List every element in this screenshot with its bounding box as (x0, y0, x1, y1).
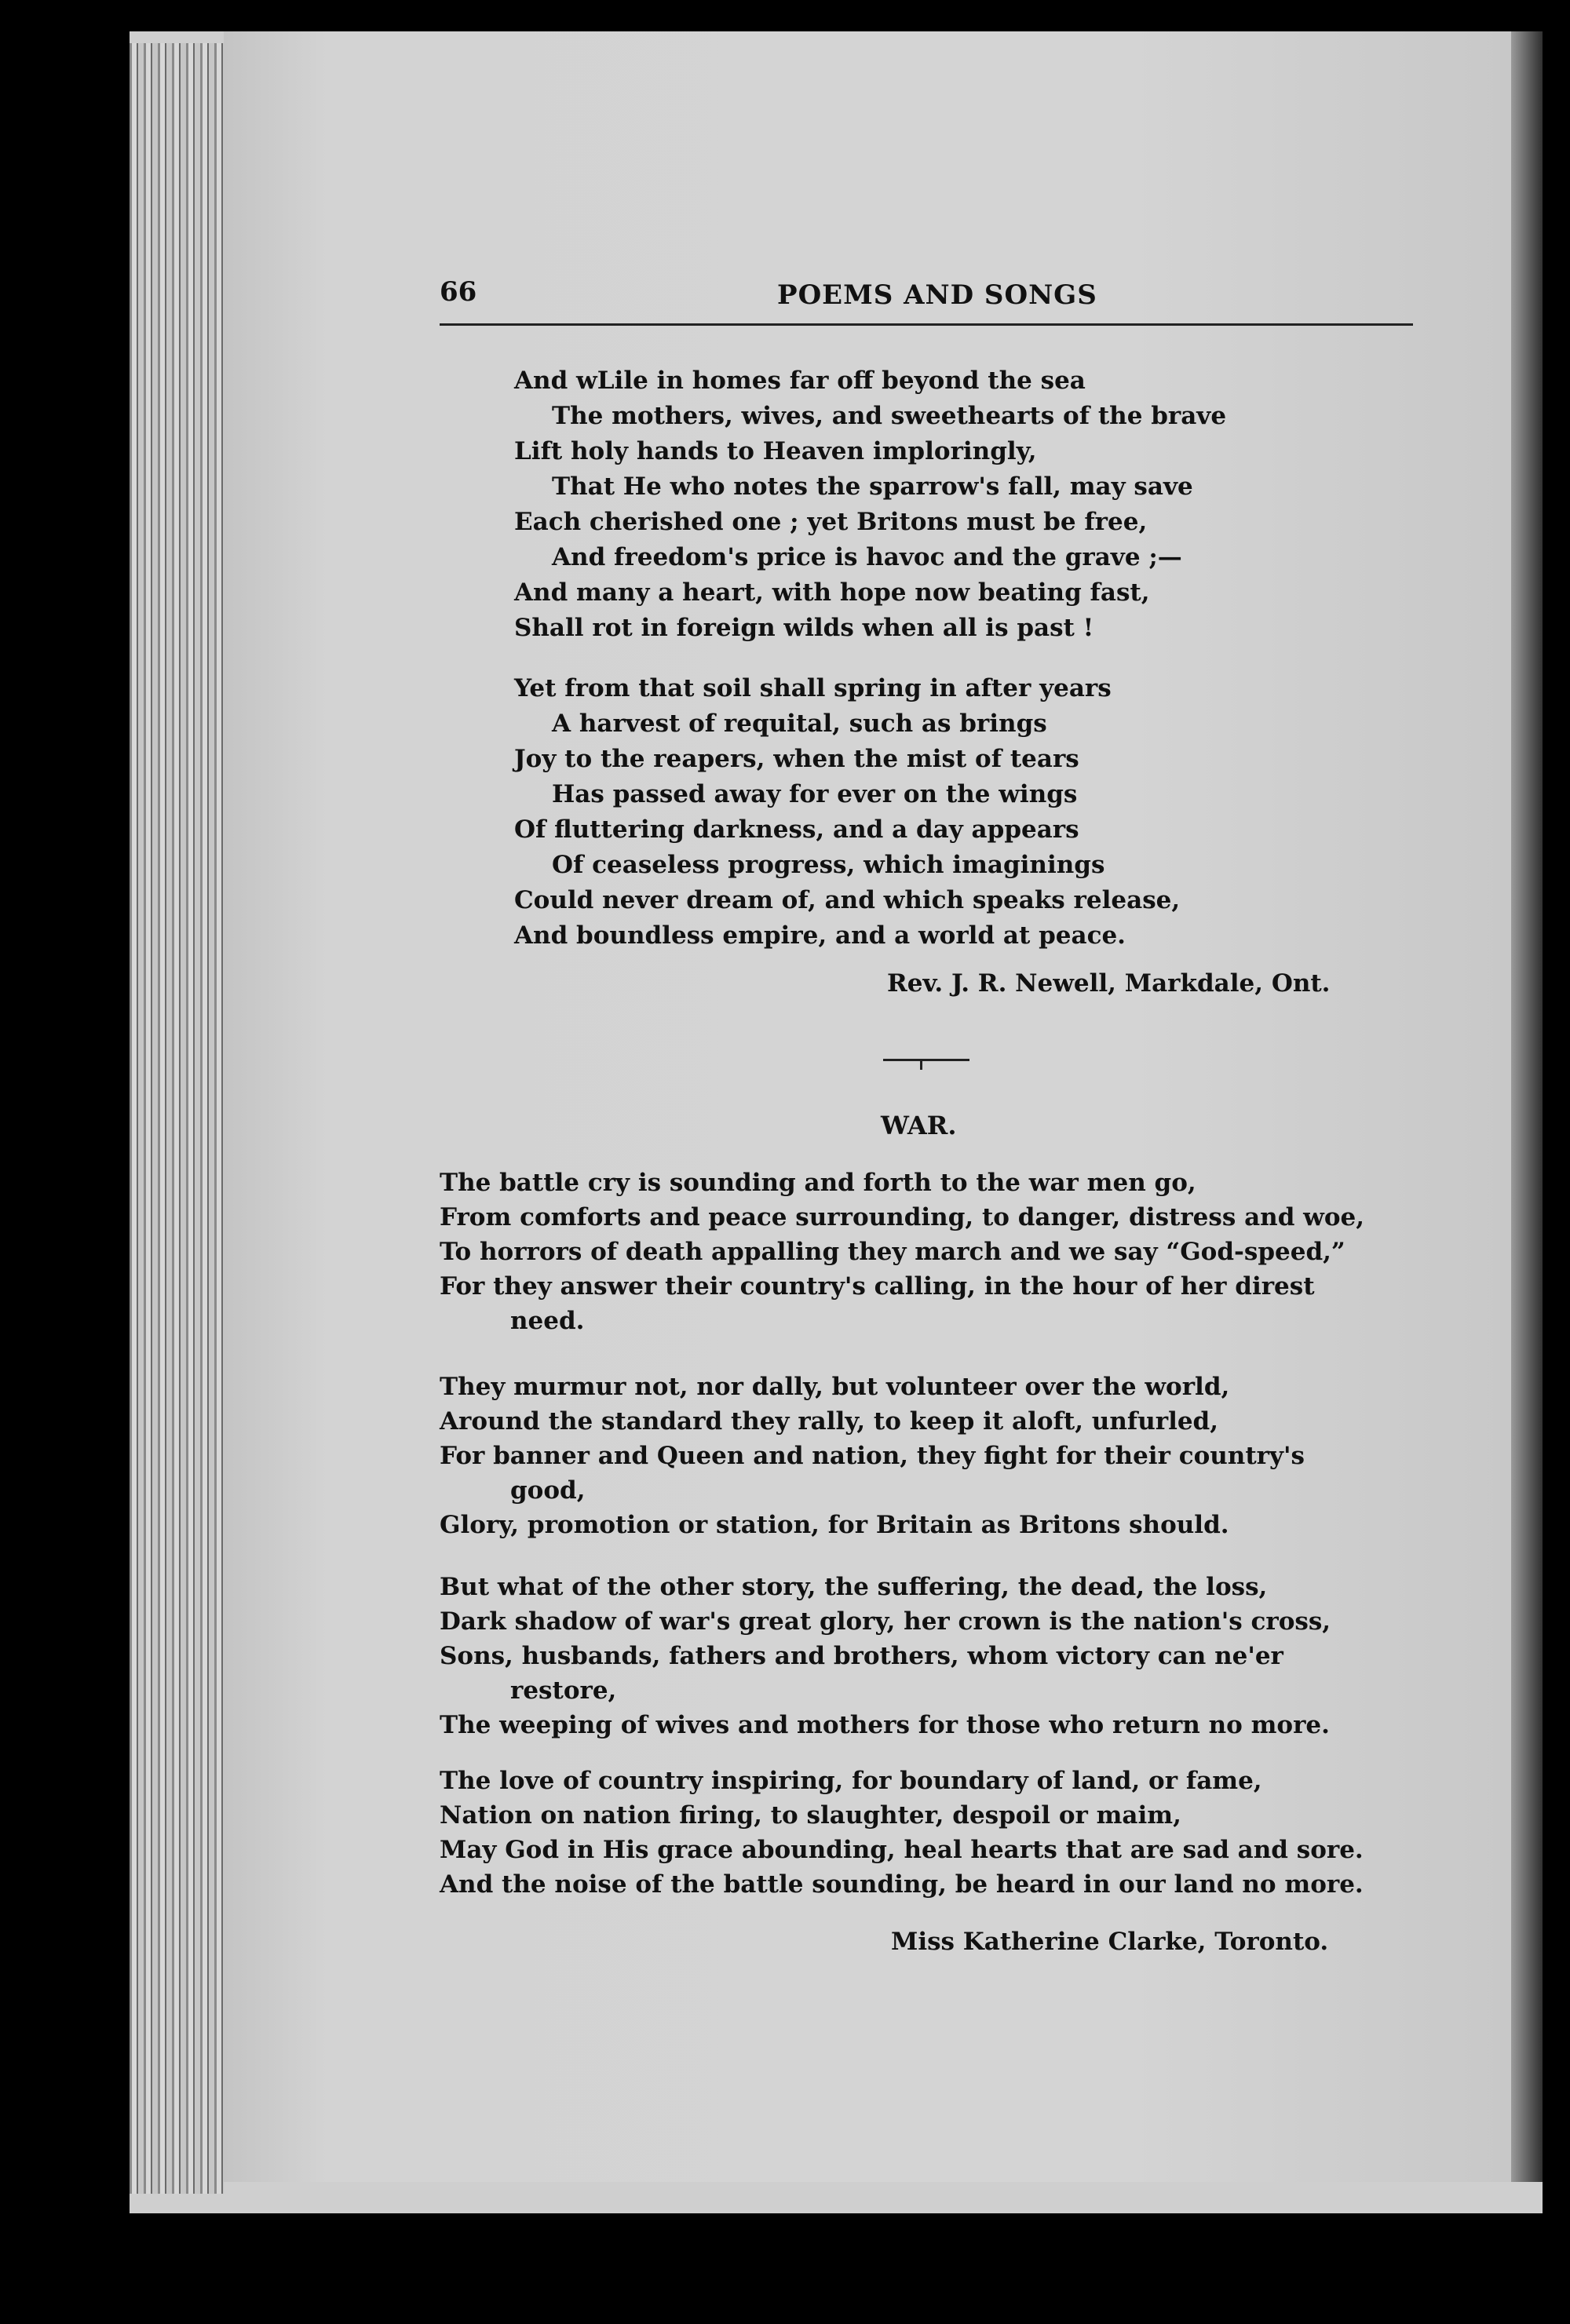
verse-line: Around the standard they rally, to keep it aloft, unfurled, (440, 1407, 1219, 1436)
verse-line: And freedom's price is havoc and the grave ;— (552, 543, 1182, 571)
verse-line: Of ceaseless progress, which imaginings (552, 851, 1105, 879)
verse-line: Sons, husbands, fathers and brothers, whom victory can ne'er (440, 1642, 1283, 1670)
header-rule (440, 323, 1413, 326)
verse-line: A harvest of requital, such as brings (552, 710, 1047, 738)
verse-line: Each cherished one ; yet Britons must be free, (514, 508, 1148, 536)
verse-line: And wLile in homes far off beyond the sea (514, 367, 1086, 395)
verse-line: good, (510, 1476, 586, 1505)
page-edges (130, 43, 224, 2194)
poem2-title: WAR. (881, 1111, 957, 1140)
verse-line: Shall rot in foreign wilds when all is past ! (514, 614, 1094, 642)
verse-line: They murmur not, nor dally, but volunteer over the world, (440, 1373, 1230, 1401)
verse-line: The love of country inspiring, for boundary of land, or fame, (440, 1767, 1262, 1795)
verse-line: Yet from that soil shall spring in after years (514, 674, 1112, 702)
verse-line: And boundless empire, and a world at peace. (514, 921, 1126, 950)
verse-line: restore, (510, 1676, 617, 1705)
divider-ornament (920, 1059, 922, 1070)
section-divider (883, 1059, 969, 1061)
poem1-stanza2 (514, 671, 1180, 954)
verse-line: need. (510, 1307, 585, 1335)
verse-line: But what of the other story, the suffering, the dead, the loss, (440, 1573, 1268, 1601)
verse-line: Glory, promotion or station, for Britain as Britons should. (440, 1511, 1229, 1539)
poem2-attribution: Miss Katherine Clarke, Toronto. (891, 1928, 1329, 1956)
verse-line: Of fluttering darkness, and a day appears (514, 815, 1079, 844)
verse-line: The battle cry is sounding and forth to the war men go, (440, 1169, 1196, 1197)
verse-line: Nation on nation firing, to slaughter, despoil or maim, (440, 1801, 1181, 1830)
verse-line: The mothers, wives, and sweethearts of the brave (552, 402, 1227, 430)
page-number: 66 (440, 276, 477, 308)
verse-line: The weeping of wives and mothers for those who return no more. (440, 1711, 1330, 1739)
verse-line: May God in His grace abounding, heal hearts that are sad and sore. (440, 1836, 1364, 1864)
poem2-stanza1 (440, 1166, 1364, 1338)
verse-line: For they answer their country's calling, in the hour of her direst (440, 1272, 1315, 1301)
poem1-attribution: Rev. J. R. Newell, Markdale, Ont. (887, 969, 1331, 998)
verse-line: Has passed away for ever on the wings (552, 780, 1078, 808)
poem2-stanza3 (440, 1570, 1331, 1742)
verse-line: Could never dream of, and which speaks release, (514, 886, 1181, 914)
page-shadow (1511, 31, 1543, 2182)
verse-line: That He who notes the sparrow's fall, may save (552, 472, 1193, 501)
verse-line: Lift holy hands to Heaven imploringly, (514, 437, 1037, 465)
verse-line: And many a heart, with hope now beating fast, (514, 578, 1150, 607)
verse-line: And the noise of the battle sounding, be heard in our land no more. (440, 1870, 1364, 1899)
verse-line: From comforts and peace surrounding, to danger, distress and woe, (440, 1203, 1365, 1231)
poem2-stanza4 (440, 1764, 1364, 1902)
verse-line: To horrors of death appalling they march and we say “God-speed,” (440, 1238, 1345, 1266)
poem2-stanza2 (440, 1370, 1305, 1542)
verse-line: For banner and Queen and nation, they fight for their country's (440, 1442, 1305, 1470)
running-header: POEMS AND SONGS (777, 279, 1097, 311)
verse-line: Joy to the reapers, when the mist of tears (514, 745, 1079, 773)
poem1-stanza1 (514, 363, 1226, 646)
verse-line: Dark shadow of war's great glory, her crown is the nation's cross, (440, 1607, 1331, 1636)
